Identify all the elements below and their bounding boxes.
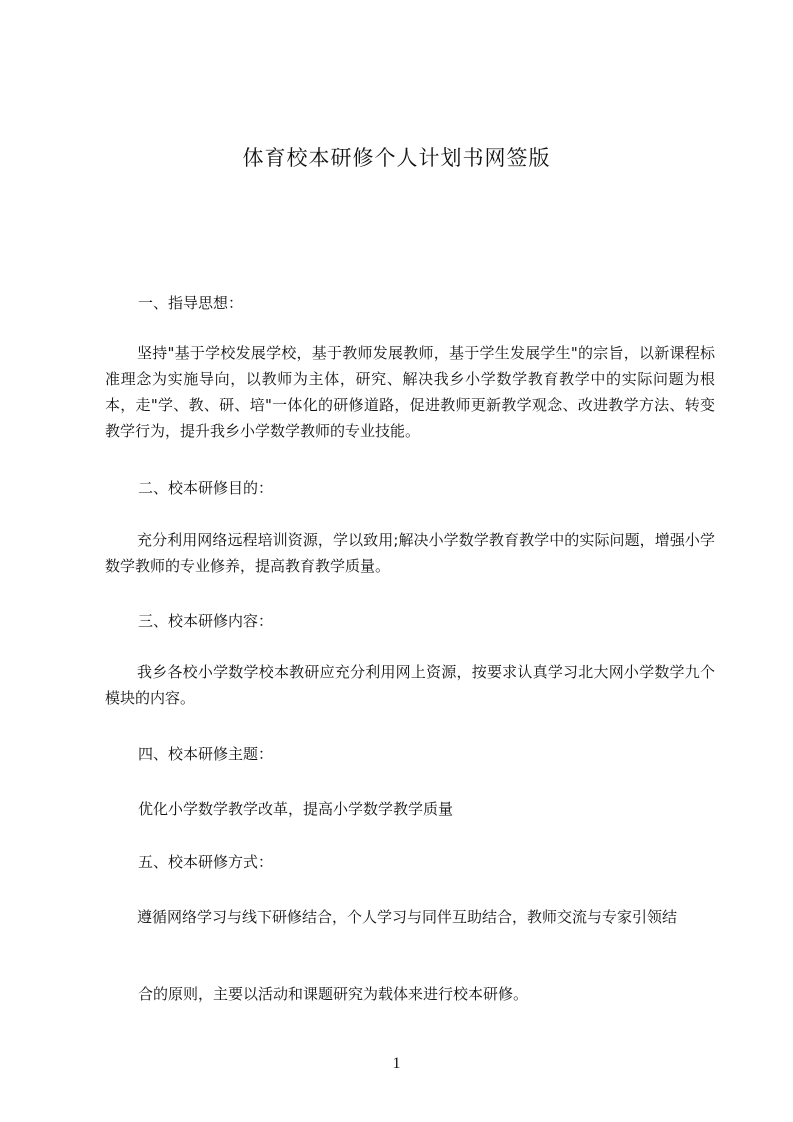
section-paragraph-5-line-2: 合的原则，主要以活动和课题研究为载体来进行校本研修。: [138, 985, 529, 1003]
section-paragraph-4: 优化小学数学教学改革，提高小学数学教学质量: [138, 800, 454, 818]
section-paragraph-3: 我乡各校小学数学校本教研应充分利用网上资源，按要求认真学习北大网小学数学九个模块的内容。: [105, 663, 715, 707]
section-paragraph-5-line-1: 遵循网络学习与线下研修结合，个人学习与同伴互助结合，教师交流与专家引领结: [137, 908, 678, 926]
section-heading-1: 一、指导思想：: [138, 294, 244, 312]
section-paragraph-2: 充分利用网络远程培训资源，学以致用;解决小学数学教育教学中的实际问题，增强小学数学教师的专业修养，提高教育教学质量。: [105, 531, 715, 575]
document-title: 体育校本研修个人计划书网签版: [242, 146, 551, 170]
section-heading-5: 五、校本研修方式：: [138, 853, 274, 871]
section-heading-4: 四、校本研修主题：: [138, 745, 274, 763]
section-paragraph-1: 坚持"基于学校发展学校，基于教师发展教师，基于学生发展学生"的宗旨，以新课程标准理念为实施导向，以教师为主体，研究、解决我乡小学数学教育教学中的实际问题为根本，走"学、教、研、培"一体化的研修道路，促进教师更新教学观念、改进教学方法、转变教学行为，提升我乡小学数学教师的专业技能。: [105, 344, 715, 440]
page-number: 1: [392, 1055, 401, 1072]
section-heading-2: 二、校本研修目的：: [138, 479, 274, 497]
section-heading-3: 三、校本研修内容：: [138, 612, 274, 630]
